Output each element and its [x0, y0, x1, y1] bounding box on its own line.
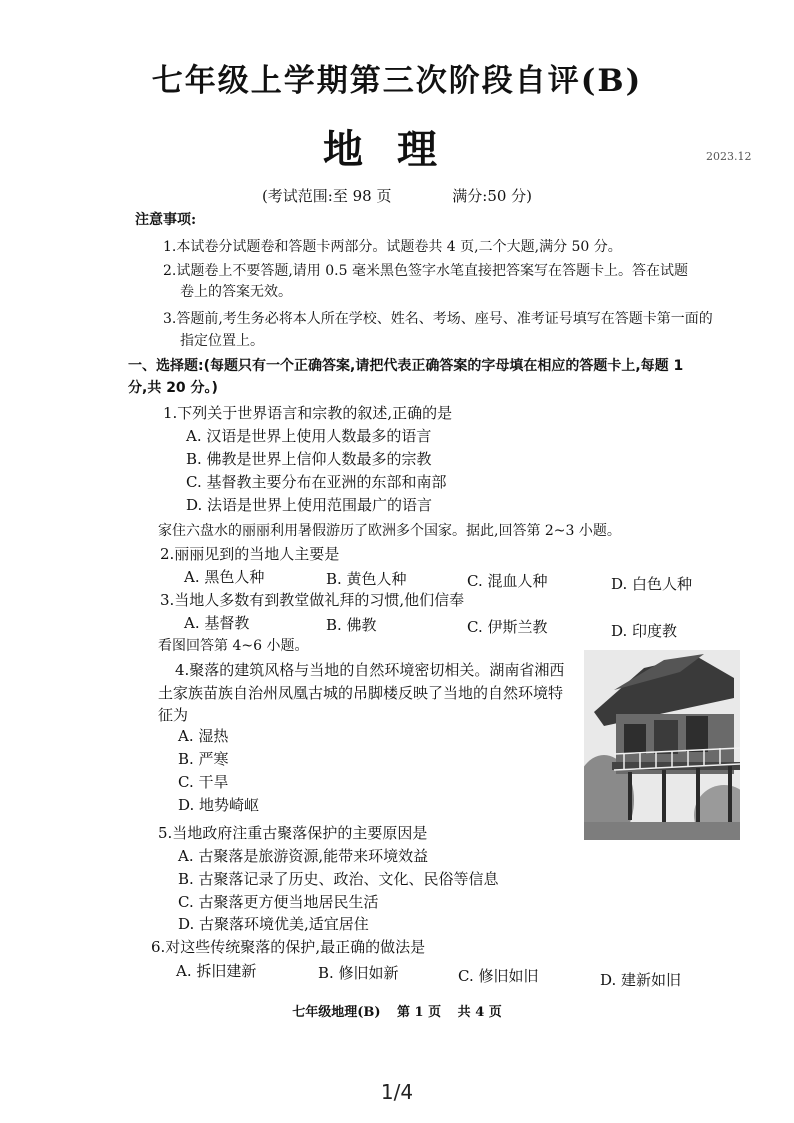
question-4-option-a: A. 湿热	[178, 727, 229, 745]
question-1-stem: 1.下列关于世界语言和宗教的叙述,正确的是	[163, 404, 453, 422]
question-1-option-b: B. 佛教是世界上信仰人数最多的宗教	[186, 450, 432, 468]
note-item-3: 3.答题前,考生务必将本人所在学校、姓名、考场、座号、准考证号填写在答题卡第一面的	[163, 311, 713, 327]
footer-page: 第 1 页	[397, 1005, 442, 1020]
question-5-option-b: B. 古聚落记录了历史、政治、文化、民俗等信息	[178, 870, 499, 888]
note-item-3-cont: 指定位置上。	[180, 333, 264, 349]
question-6-option-a: A. 拆旧建新	[176, 962, 257, 980]
question-2-stem: 2.丽丽见到的当地人主要是	[160, 545, 340, 563]
intro-questions-4-6: 看图回答第 4~6 小题。	[158, 638, 309, 654]
note-item-1: 1.本试卷分试题卷和答题卡两部分。试题卷共 4 页,二个大题,满分 50 分。	[163, 239, 622, 255]
subject-title: 地理	[323, 126, 471, 173]
question-5-option-d: D. 古聚落环境优美,适宜居住	[178, 915, 369, 933]
stilted-house-photo	[584, 650, 740, 840]
section-heading-line2: 分,共 20 分。)	[128, 380, 218, 396]
note-item-2-cont: 卷上的答案无效。	[180, 284, 292, 300]
question-4-line3: 征为	[158, 706, 189, 724]
question-6-option-b: B. 修旧如新	[318, 964, 399, 982]
exam-title: 七年级上学期第三次阶段自评(B)	[151, 63, 643, 99]
question-3-option-c: C. 伊斯兰教	[467, 618, 548, 636]
question-2-option-b: B. 黄色人种	[326, 570, 407, 588]
question-6-option-c: C. 修旧如旧	[458, 967, 539, 985]
question-4-line1: 4.聚落的建筑风格与当地的自然环境密切相关。湖南省湘西	[175, 661, 565, 679]
exam-range-line	[0, 185, 794, 206]
exam-date: 2023.12	[706, 150, 752, 163]
question-5-stem: 5.当地政府注重古聚落保护的主要原因是	[158, 824, 428, 842]
page-indicator: 1/4	[380, 1080, 414, 1104]
footer-subject: 七年级地理(B)	[292, 1005, 381, 1020]
footer-total: 共 4 页	[457, 1005, 502, 1020]
question-5-option-a: A. 古聚落是旅游资源,能带来环境效益	[178, 847, 429, 865]
section-heading-line1: 一、选择题:(每题只有一个正确答案,请把代表正确答案的字母填在相应的答题卡上,每题 1	[128, 358, 684, 374]
intro-questions-2-3: 家住六盘水的丽丽利用暑假游历了欧洲多个国家。据此,回答第 2~3 小题。	[158, 523, 621, 539]
note-item-2: 2.试题卷上不要答题,请用 0.5 毫米黑色签字水笔直接把答案写在答题卡上。答在试题	[163, 263, 688, 279]
question-3-option-b: B. 佛教	[326, 616, 377, 634]
notes-heading: 注意事项:	[135, 212, 197, 228]
question-2-option-c: C. 混血人种	[467, 572, 548, 590]
question-1-option-a: A. 汉语是世界上使用人数最多的语言	[186, 427, 432, 445]
question-6-stem: 6.对这些传统聚落的保护,最正确的做法是	[151, 938, 426, 956]
page-footer	[0, 1001, 794, 1020]
question-1-option-d: D. 法语是世界上使用范围最广的语言	[186, 496, 433, 514]
question-4-option-d: D. 地势崎岖	[178, 796, 260, 814]
question-2-option-a: A. 黑色人种	[184, 568, 265, 586]
question-4-option-b: B. 严寒	[178, 750, 229, 768]
question-1-option-c: C. 基督教主要分布在亚洲的东部和南部	[186, 473, 447, 491]
exam-score: 满分:50 分)	[452, 187, 533, 205]
question-6-option-d: D. 建新如旧	[600, 971, 682, 989]
question-4-option-c: C. 干旱	[178, 773, 229, 791]
question-2-option-d: D. 白色人种	[611, 575, 693, 593]
exam-range: (考试范围:至 98 页	[261, 187, 392, 205]
question-4-line2: 土家族苗族自治州凤凰古城的吊脚楼反映了当地的自然环境特	[158, 684, 564, 702]
question-3-option-a: A. 基督教	[184, 614, 250, 632]
question-3-option-d: D. 印度教	[611, 622, 678, 640]
question-3-stem: 3.当地人多数有到教堂做礼拜的习惯,他们信奉	[160, 591, 465, 609]
question-5-option-c: C. 古聚落更方便当地居民生活	[178, 893, 379, 911]
